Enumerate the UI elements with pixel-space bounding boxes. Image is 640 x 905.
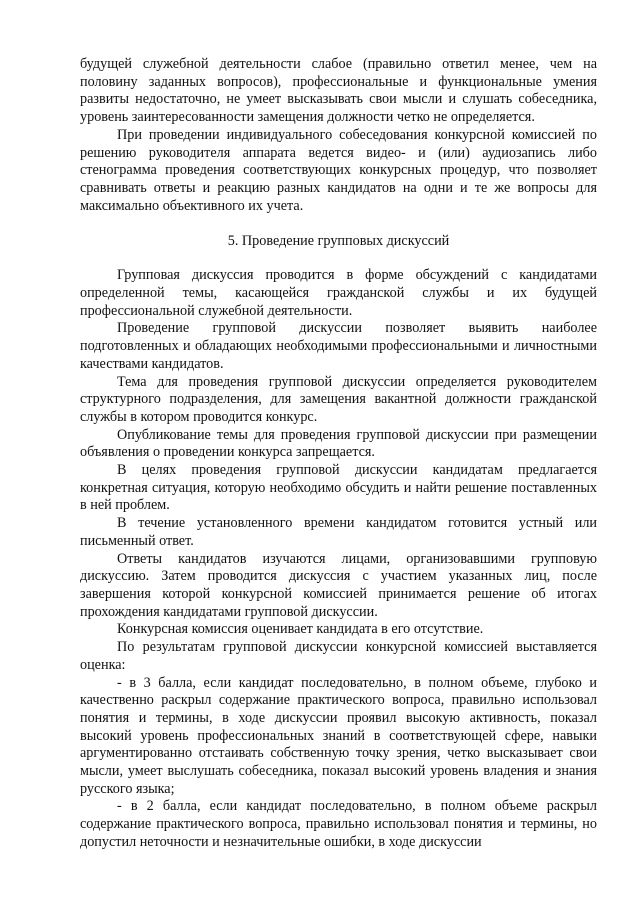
paragraph: Тема для проведения групповой дискуссии определяется руководителем структурного подразделения, для замещения вакантной должности гражданской службы в котором проводится конкурс. (80, 373, 597, 425)
list-item-score-2: - в 2 балла, если кандидат последовательно, в полном объеме раскрыл содержание практического вопроса, правильно использовал понятия и термины, но допустил неточности и незначительные ошибки, в ходе дискуссии (80, 798, 597, 850)
paragraph: Ответы кандидатов изучаются лицами, организовавшими групповую дискуссию. Затем проводится дискуссия с участием указанных лиц, после завершения которой конкурсной комиссией принимается решение об итогах прохождения кандидатами групповой дискуссии. (80, 550, 597, 620)
paragraph: В целях проведения групповой дискуссии кандидатам предлагается конкретная ситуация, которую необходимо обсудить и найти решение поставленных в ней проблем. (80, 462, 597, 514)
paragraph: По результатам групповой дискуссии конкурсной комиссией выставляется оценка: (80, 639, 597, 673)
paragraph: Опубликование темы для проведения групповой дискуссии при размещении объявления о проведении конкурса запрещается. (80, 426, 597, 461)
paragraph: В течение установленного времени кандидатом готовится устный или письменный ответ. (80, 515, 597, 549)
paragraph: Конкурсная комиссия оценивает кандидата в его отсутствие. (117, 621, 484, 638)
list-item-score-3: - в 3 балла, если кандидат последовательно, в полном объеме, глубоко и качественно раскрыл содержание практического вопроса, правильно использовал понятия и термины, в ходе дискуссии проявил высокую активность, показал высокий уровень профессиональных знаний в соответствующей сфере, навыки аргументированно отстаивать собственную точку зрения, четко высказывает свои мысли, умеет выслушать собеседника, показал высокий уровень владения и знания русского языка; (80, 674, 597, 797)
section-heading: 5. Проведение групповых дискуссий (227, 233, 450, 250)
top-section (80, 56, 597, 215)
paragraph: будущей служебной деятельности слабое (правильно ответил менее, чем на половину заданных вопросов), профессиональные и функциональные умения развиты недостаточно, не умеет высказывать свои мысли и слушать собеседника, уровень заинтересованности замещения должности четко не определяется. (80, 56, 597, 126)
group-discussion-section (80, 267, 597, 851)
paragraph: Групповая дискуссия проводится в форме обсуждений с кандидатами определенной темы, касающейся гражданской службы и их будущей профессиональной служебной деятельности. (80, 267, 597, 319)
paragraph: При проведении индивидуального собеседования конкурсной комиссией по решению руководителя аппарата ведется видео- и (или) аудиозапись либо стенограмма проведения соответствующих конкурсных процедур, что позволяет сравнивать ответы и реакцию разных кандидатов на одни и те же вопросы для максимально объективного их учета. (80, 126, 597, 214)
paragraph: Проведение групповой дискуссии позволяет выявить наиболее подготовленных и обладающих необходимыми профессиональными и личностными качествами кандидатов. (80, 320, 597, 372)
